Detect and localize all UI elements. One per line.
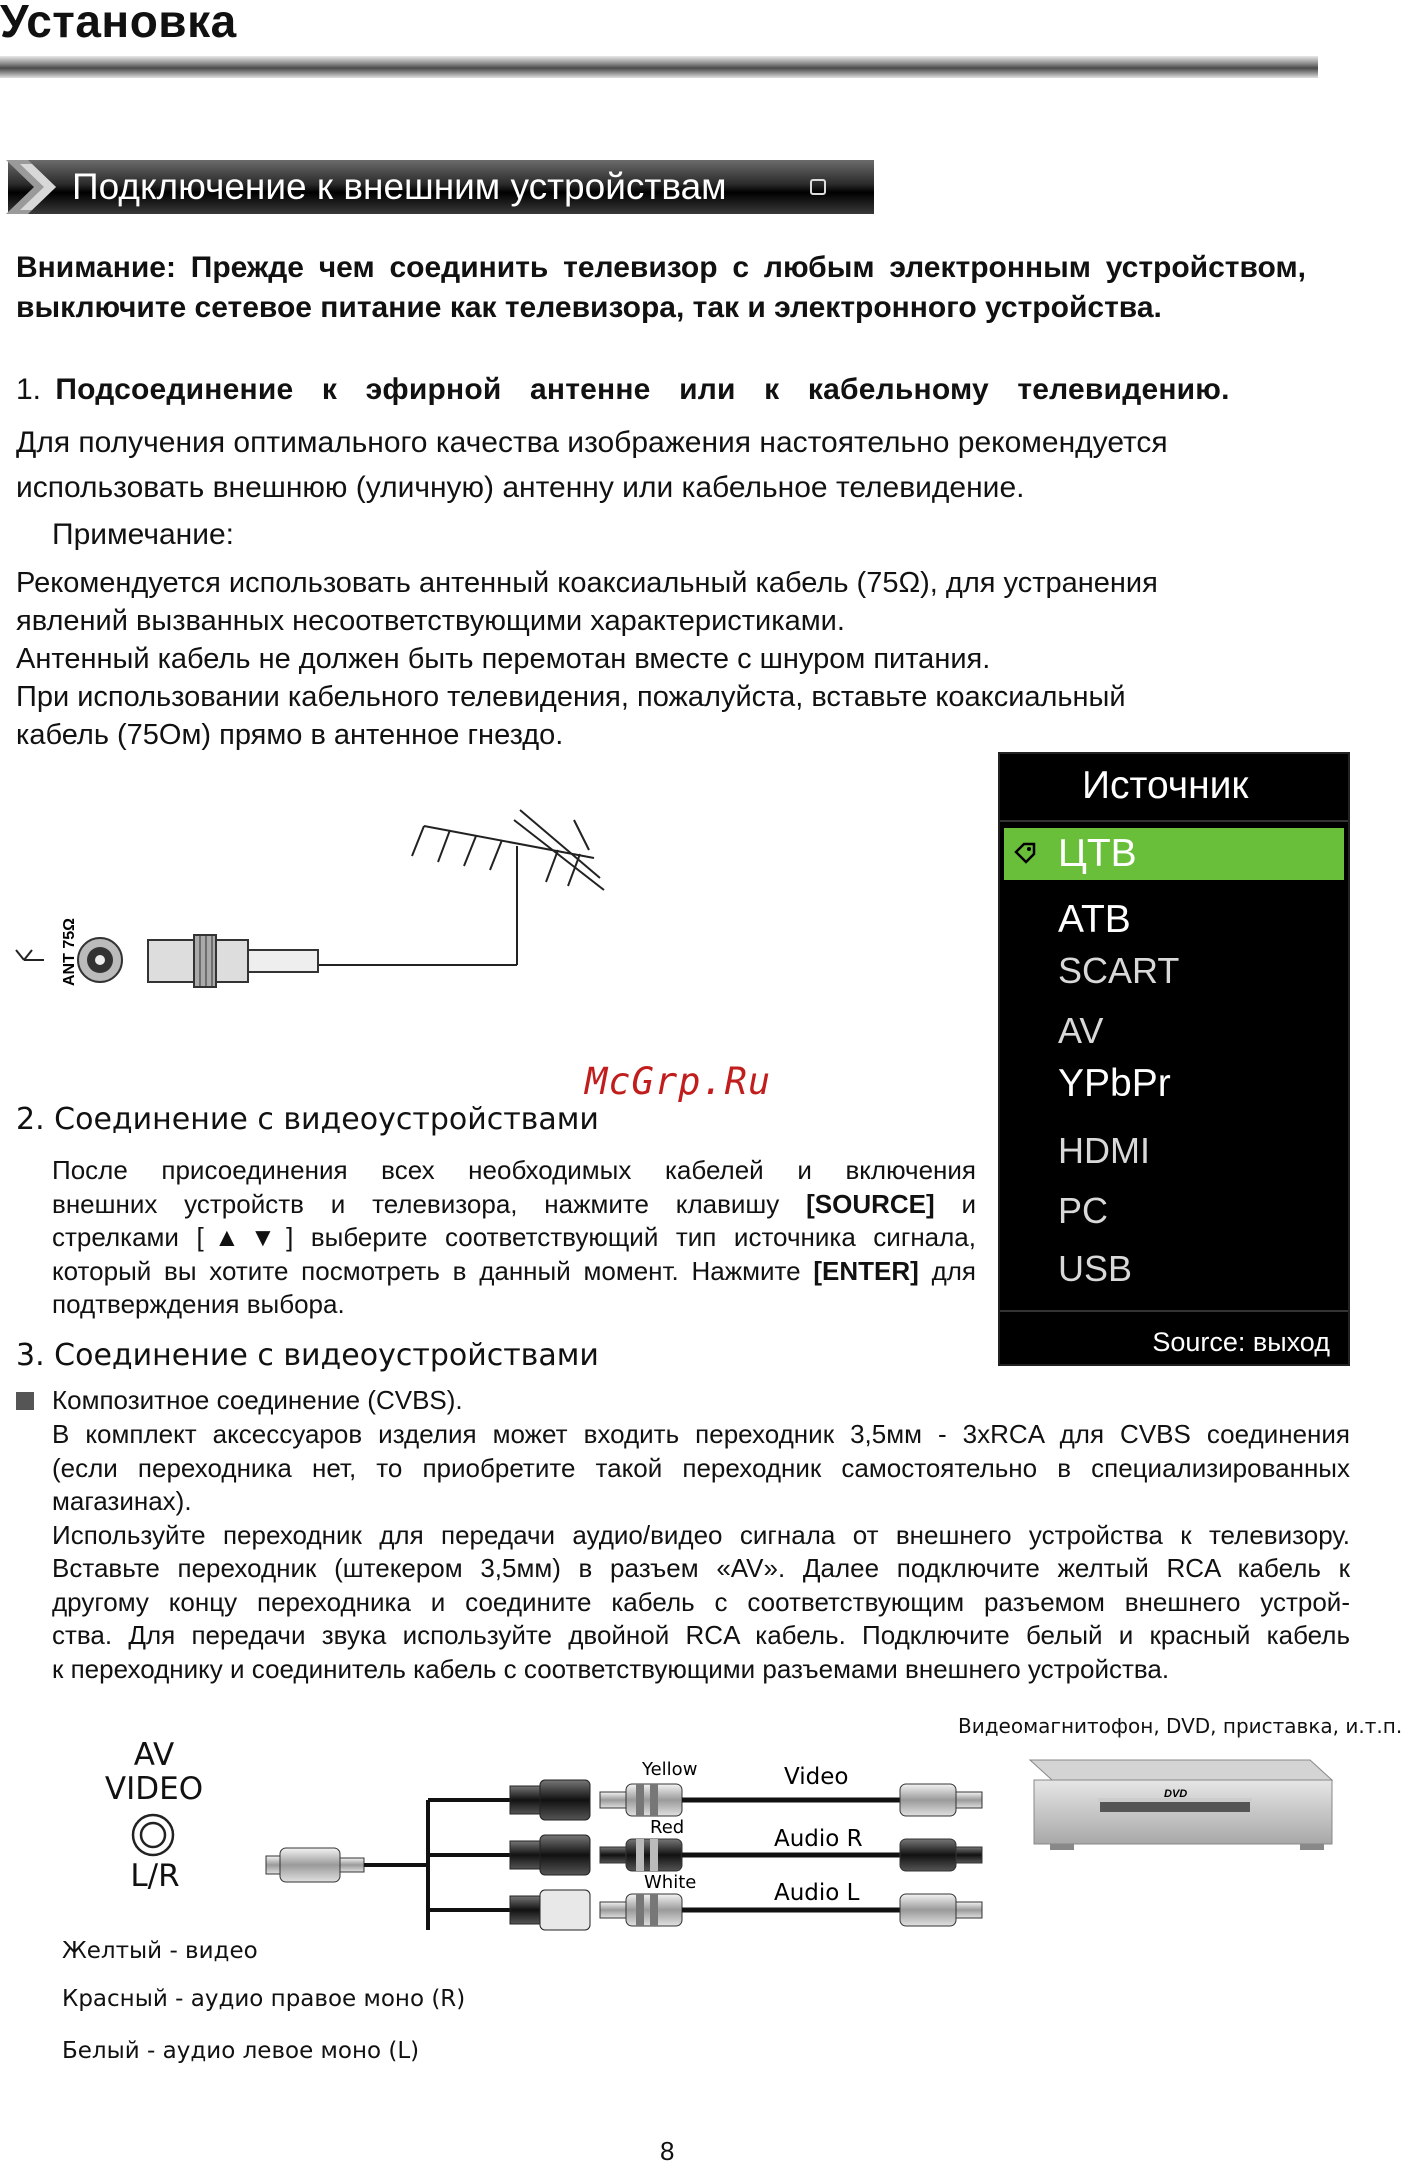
dvd-logo-text: DVD: [1164, 1788, 1188, 1800]
legend-red: Красный - аудио правое моно (R): [62, 1986, 466, 2012]
rca-plug-right-audio-r: [900, 1839, 982, 1871]
chevron-right-icon: [6, 160, 66, 214]
section-title: Подключение к внешним устройствам: [72, 166, 727, 207]
page-number: 8: [660, 2136, 675, 2166]
item1-title: Подсоединение к эфирной антенне или к кабельному телевидению.: [55, 373, 1230, 406]
note-line-5: кабель (75Ом) прямо в антенное гнездо.: [16, 719, 564, 751]
rca-plug-right-audio-l: [900, 1894, 982, 1926]
adapter-rca-audio-r: [510, 1835, 590, 1875]
item2-line-3: стрелками [▲▼] выберите соответствующий тип источника сигнала,: [52, 1222, 976, 1252]
item3-line-4: Используйте переходник для передачи аудио/видео сигнала от внешнего устройства к телевизору.: [52, 1519, 1350, 1550]
section-banner: [8, 160, 874, 214]
item3-bullet-text: Композитное соединение (CVBS).: [52, 1385, 463, 1415]
warning-text: [16, 248, 1306, 328]
item3-line-6: другому концу переходника и соедините кабель с соответствующим разъемом внешнего устрой-: [52, 1586, 1350, 1617]
item3-line-7: ства. Для передачи звука используйте двойной RCA кабель. Подключите белый и красный кабель: [52, 1620, 1350, 1650]
item2-line-4: который вы хотите посмотреть в данный момент. Нажмите [ENTER] для: [52, 1255, 976, 1286]
menu-item-pc[interactable]: PC: [1058, 1190, 1109, 1231]
legend-white: Белый - аудио левое моно (L): [62, 2038, 420, 2064]
adapter-wires: [364, 1800, 510, 1930]
plug-label-yellow: Yellow: [642, 1759, 698, 1780]
rca-plug-white: [600, 1894, 682, 1926]
menu-item-hdmi[interactable]: HDMI: [1058, 1130, 1150, 1171]
ant-75-label: ANT 75Ω: [61, 918, 78, 986]
av-port-label: [94, 1738, 214, 1806]
item3-heading: 3. Соединение с видеоустройствами: [16, 1338, 599, 1373]
tag-icon: [1014, 842, 1036, 864]
cable-label-audio-r: Audio R: [774, 1826, 863, 1852]
source-menu-title: Источник: [1082, 764, 1249, 807]
title-rule: [0, 56, 1318, 78]
menu-item-scart[interactable]: SCART: [1058, 950, 1180, 991]
rca-plug-yellow: [600, 1784, 682, 1816]
warning-body: : Прежде чем соединить телевизор с любым электронным устройством, выключите сетевое питание как телевизора, так и электронного устройства.: [16, 251, 1306, 324]
item1-number: 1.: [16, 373, 42, 406]
note-line-4: При использовании кабельного телевидения, пожалуйста, вставьте коаксиальный: [16, 681, 1126, 713]
rca-plug-red: [600, 1839, 682, 1871]
source-menu: [998, 752, 1350, 1366]
plug-label-red: Red: [650, 1817, 685, 1838]
item1-paragraph-line-2: использовать внешнюю (уличную) антенну или кабельное телевидение.: [16, 471, 1025, 504]
av-jack-icon: [128, 1810, 178, 1860]
menu-divider: [1000, 1310, 1348, 1312]
watermark: McGrp.Ru: [585, 1060, 772, 1103]
item2-line-5: подтверждения выбора.: [52, 1289, 345, 1319]
item3-paragraph: [52, 1418, 1350, 1686]
menu-item-av[interactable]: AV: [1058, 1010, 1104, 1051]
coax-plug-icon: [148, 935, 318, 987]
page-title: Установка: [0, 0, 237, 47]
note-line-1: Рекомендуется использовать антенный коаксиальный кабель (75Ω), для устранения: [16, 567, 1158, 599]
item3-line-5: Вставьте переходник (штекером 3,5мм) в разъем «AV». Далее подключите желтый RCA кабель к: [52, 1553, 1350, 1583]
menu-divider: [1000, 820, 1348, 822]
adapter-rca-audio-l: [510, 1890, 590, 1930]
item1-paragraph-line-1: Для получения оптимального качества изображения настоятельно рекомендуется: [16, 426, 1168, 459]
device-caption: Видеомагнитофон, DVD, приставка, и.т.п.: [958, 1714, 1402, 1738]
lr-label: L/R: [130, 1858, 180, 1894]
warning-label: Внимание: [16, 251, 166, 284]
item2-line-1: После присоединения всех необходимых кабелей и включения: [52, 1155, 976, 1185]
note-label: Примечание:: [52, 518, 234, 551]
item3-line-2: (если переходника нет, то приобретите такой переходник самостоятельно в специализированных: [52, 1452, 1350, 1483]
note-line-3: Антенный кабель не должен быть перемотан вместе с шнуром питания.: [16, 643, 991, 675]
square-icon: [810, 179, 826, 195]
video-label: VIDEO: [104, 1771, 204, 1807]
legend-yellow: Желтый - видео: [62, 1938, 258, 1964]
item2-heading: 2. Соединение с видеоустройствами: [16, 1102, 599, 1137]
antenna-icon: [314, 810, 604, 965]
item3-line-1: В комплект аксессуаров изделия может входить переходник 3,5мм - 3xRCA для CVBS соединения: [52, 1419, 1350, 1449]
menu-item-ypbpr[interactable]: YPbPr: [1058, 1062, 1171, 1105]
dvd-player-icon: [1030, 1760, 1332, 1850]
bullet-square-icon: [16, 1392, 34, 1410]
adapter-rca-video: [510, 1780, 590, 1820]
plug-label-white: White: [644, 1872, 697, 1893]
source-menu-footer: Source: выход: [1152, 1327, 1330, 1357]
menu-item-atv[interactable]: АТВ: [1058, 898, 1131, 941]
item2-paragraph: [52, 1154, 976, 1322]
mini-jack-plug-icon: [266, 1848, 364, 1882]
note-line-2: явлений вызванных несоответствующими характеристиками.: [16, 605, 845, 637]
item1-heading: [16, 370, 1306, 410]
rca-plug-right-video: [900, 1784, 982, 1816]
av-label: AV: [133, 1737, 175, 1773]
item3-line-8: к переходнику и соединитель кабель с соответствующими разъемами внешнего устройства.: [52, 1653, 1170, 1684]
menu-item-dtv[interactable]: [1004, 828, 1344, 880]
item3-line-3: магазинах).: [52, 1486, 192, 1516]
menu-item-label: ЦТВ: [1058, 832, 1137, 875]
antenna-diagram: [14, 790, 604, 1040]
av-cable-diagram: [260, 1740, 1355, 1920]
cable-label-audio-l: Audio L: [774, 1880, 860, 1906]
item2-line-2: внешних устройств и телевизора, нажмите клавишу [SOURCE] и: [52, 1188, 977, 1219]
menu-item-usb[interactable]: USB: [1058, 1248, 1133, 1289]
cable-label-video: Video: [784, 1764, 849, 1790]
